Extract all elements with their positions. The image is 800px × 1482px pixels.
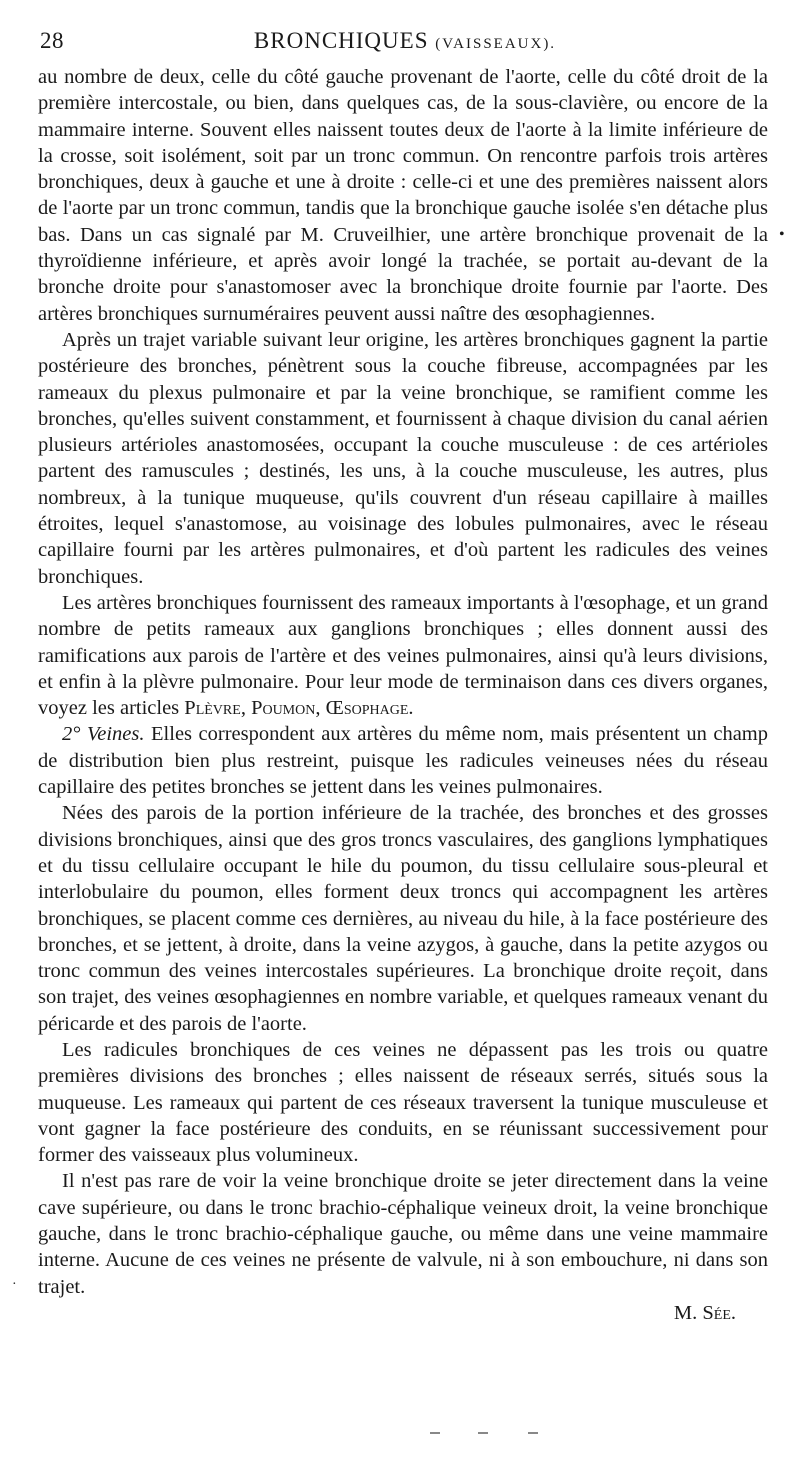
running-title-main: BRONCHIQUES (253, 28, 429, 53)
cross-reference-oesophage: Œsophage (325, 697, 409, 720)
footer-dash (528, 1432, 538, 1434)
running-title (40, 28, 770, 54)
article-body (38, 64, 768, 1326)
paragraph-arteries-origin: au nombre de deux, celle du côté gauche provenant de l'aorte, celle du côté droit de la première intercostale, ou bien, dans quelques cas, de la sous-clavière, ou encore de la mammaire interne. Souvent elles naissent toutes deux de l'aorte à la limite inférieure de la crosse, soit isolément, soit par un tronc commun. On rencontre parfois trois artères bronchiques, deux à gauche et une à droite : celle-ci et une des premières naissent alors de l'aorte par un tronc commun, tandis que la bronchique gauche isolée s'en détache plus bas. Dans un cas signalé par M. Cruveilhier, une artère bronchique provenait de la thyroïdienne inférieure, et après avoir longé la trachée, se portait au-devant de la bronche droite pour s'anastomoser avec la bronchique droite fournie par l'aorte. Des artères bronchiques surnuméraires peuvent aussi naître des œsophagiennes. (38, 66, 768, 325)
paragraph-veins-radicles: Les radicules bronchiques de ces veines ne dépassent pas les trois ou quatre premières divisions des bronches ; elles naissent de réseaux serrés, situés sous la muqueuse. Les rameaux qui partent de ces réseaux traversent la tunique musculeuse et vont gagner la face postérieure des conduits, en se réunissant successivement pour former des vaisseaux plus volumineux. (38, 1038, 768, 1167)
stray-ink-mark: · (12, 1277, 17, 1292)
signature-line (38, 1300, 768, 1326)
stray-ink-dot: • (779, 226, 785, 243)
section-heading-veins: 2° Veines. (62, 723, 145, 746)
author-signature: M. Sée. (673, 1301, 736, 1324)
running-header (40, 26, 770, 60)
paragraph-arteries-course: Après un trajet variable suivant leur origine, les artères bronchiques gagnent la partie postérieure des bronches, pénètrent sous la couche fibreuse, accompagnées par les rameaux du plexus pulmonaire et par la veine bronchique, se ramifient comme les bronches, qu'elles suivent constamment, et fournissent à chaque division du canal aérien plusieurs artérioles anastomosées, occupant la couche musculeuse : de ces artérioles partent des ramuscules ; destinés, les uns, à la couche musculeuse, les autres, plus nombreux, à la tunique muqueuse, qu'ils couvrent d'un réseau capillaire à mailles étroites, lequel s'anastomose, au voisinage des lobules pulmonaires, avec le réseau capillaire fourni par les artères pulmonaires, et d'où partent les radicules des veines bronchiques. (38, 328, 768, 588)
running-title-sub: (VAISSEAUX). (435, 36, 557, 52)
paragraph-veins-variations: Il n'est pas rare de voir la veine bronchique droite se jeter directement dans la veine cave supérieure, ou dans le tronc brachio-céphalique veineux droit, la veine bronchique gauche, dans le tronc brachio-céphalique gauche, ou même dans une veine mammaire interne. Aucune de ces veines ne présente de valvule, ni à son embouchure, ni dans son trajet. (38, 1170, 768, 1298)
paragraph-arteries-branches-text: Les artères bronchiques fournissent des rameaux importants à l'œsophage, et un grand nombre de petits rameaux aux ganglions bronchiques ; elles donnent aussi des ramifications aux parois de l'artère et des veines pulmonaires, ainsi qu'à leurs divisions, et enfin à la plèvre pulmonaire. Pour leur mode de terminaison dans ces divers organes, voyez les articles (38, 591, 768, 720)
paragraph-veins-origin: Nées des parois de la portion inférieure de la trachée, des bronches et des grosses divisions bronchiques, ainsi que des gros troncs vasculaires, des ganglions lymphatiques et du tissu cellulaire occupant le hile du poumon, du tissu cellulaire sous-pleural et interlobulaire du poumon, elles forment deux troncs qui accompagnent les artères bronchiques, se placent comme ces dernières, au niveau du hile, à la face postérieure des bronches, et se jettent, à droite, dans la veine azygos, à gauche, dans la petite azygos ou tronc commun des veines intercostales supérieures. La bronchique droite reçoit, dans son trajet, des veines œsophagiennes en nombre variable, et quelques rameaux venant du péricarde et des parois de l'aorte. (38, 802, 768, 1035)
footer-dash (478, 1432, 488, 1434)
footer-dash (430, 1432, 440, 1434)
paragraph-arteries-branches: Les artères bronchiques fournissent des rameaux importants à l'œsophage, et un grand nombre de petits rameaux aux ganglions bronchiques ; elles donnent aussi des ramifications aux parois de l'artère et des veines pulmonaires, ainsi qu'à leurs divisions, et enfin à la plèvre pulmonaire. Pour leur mode de terminaison dans ces divers organes, voyez les articles Plèvre, Poumon, Œsophage. (38, 591, 768, 720)
paragraph-veins-intro-text: Elles correspondent aux artères du même nom, mais présentent un champ de distribution bien plus restreint, puisque les radicules veineuses nées du réseau capillaire des petites bronches se jettent dans les veines pulmonaires. (38, 723, 768, 799)
cross-reference-plevre: Plèvre (184, 697, 241, 720)
page-number: 28 (40, 28, 64, 53)
paragraph-veins-intro (38, 721, 768, 800)
cross-reference-poumon: Poumon (251, 697, 316, 720)
